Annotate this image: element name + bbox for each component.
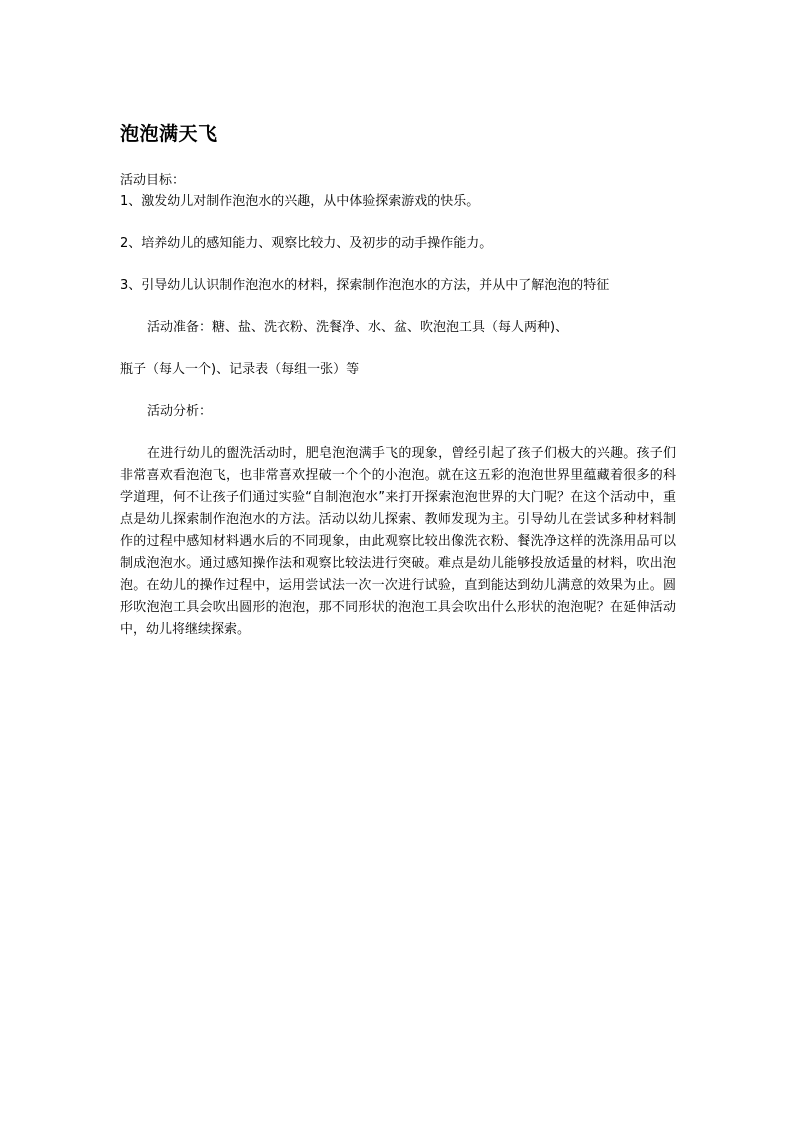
document-content <box>120 120 676 641</box>
analysis-label: 活动分析： <box>147 404 213 419</box>
document-title: 泡泡满天飞 <box>120 123 218 145</box>
goal-item-2: 2、培养幼儿的感知能力、观察比较力、及初步的动手操作能力。 <box>120 236 493 251</box>
analysis-paragraph: 在进行幼儿的盥洗活动时，肥皂泡泡满手飞的现象，曾经引起了孩子们极大的兴趣。孩子们非常喜欢看泡泡飞，也非常喜欢捏破一个个的小泡泡。就在这五彩的泡泡世界里蕴藏着很多的科学道理，何不让孩子们通过实验“自制泡泡水”来打开探索泡泡世界的大门呢？在这个活动中，重点是幼儿探索制作泡泡水的方法。活动以幼儿探索、教师发现为主。引导幼儿在尝试多种材料制作的过程中感知材料遇水后的不同现象，由此观察比较出像洗衣粉、餐洗净这样的洗涤用品可以制成泡泡水。通过感知操作法和观察比较法进行突破。难点是幼儿能够投放适量的材料，吹出泡泡。在幼儿的操作过程中，运用尝试法一次一次进行试验，直到能达到幼儿满意的效果为止。圆形吹泡泡工具会吹出圆形的泡泡，那不同形状的泡泡工具会吹出什么形状的泡泡呢？在延伸活动中，幼儿将继续探索。 <box>120 446 676 637</box>
preparation-line-1: 活动准备：糖、盐、洗衣粉、洗餐净、水、盆、吹泡泡工具（每人两种)、 <box>147 320 569 335</box>
goal-item-1: 1、激发幼儿对制作泡泡水的兴趣，从中体验探索游戏的快乐。 <box>120 194 480 209</box>
preparation-line-2: 瓶子（每人一个)、记录表（每组一张）等 <box>120 362 360 377</box>
goals-label: 活动目标： <box>120 173 186 188</box>
goal-item-3: 3、引导幼儿认识制作泡泡水的材料，探索制作泡泡水的方法，并从中了解泡泡的特征 <box>120 278 610 293</box>
